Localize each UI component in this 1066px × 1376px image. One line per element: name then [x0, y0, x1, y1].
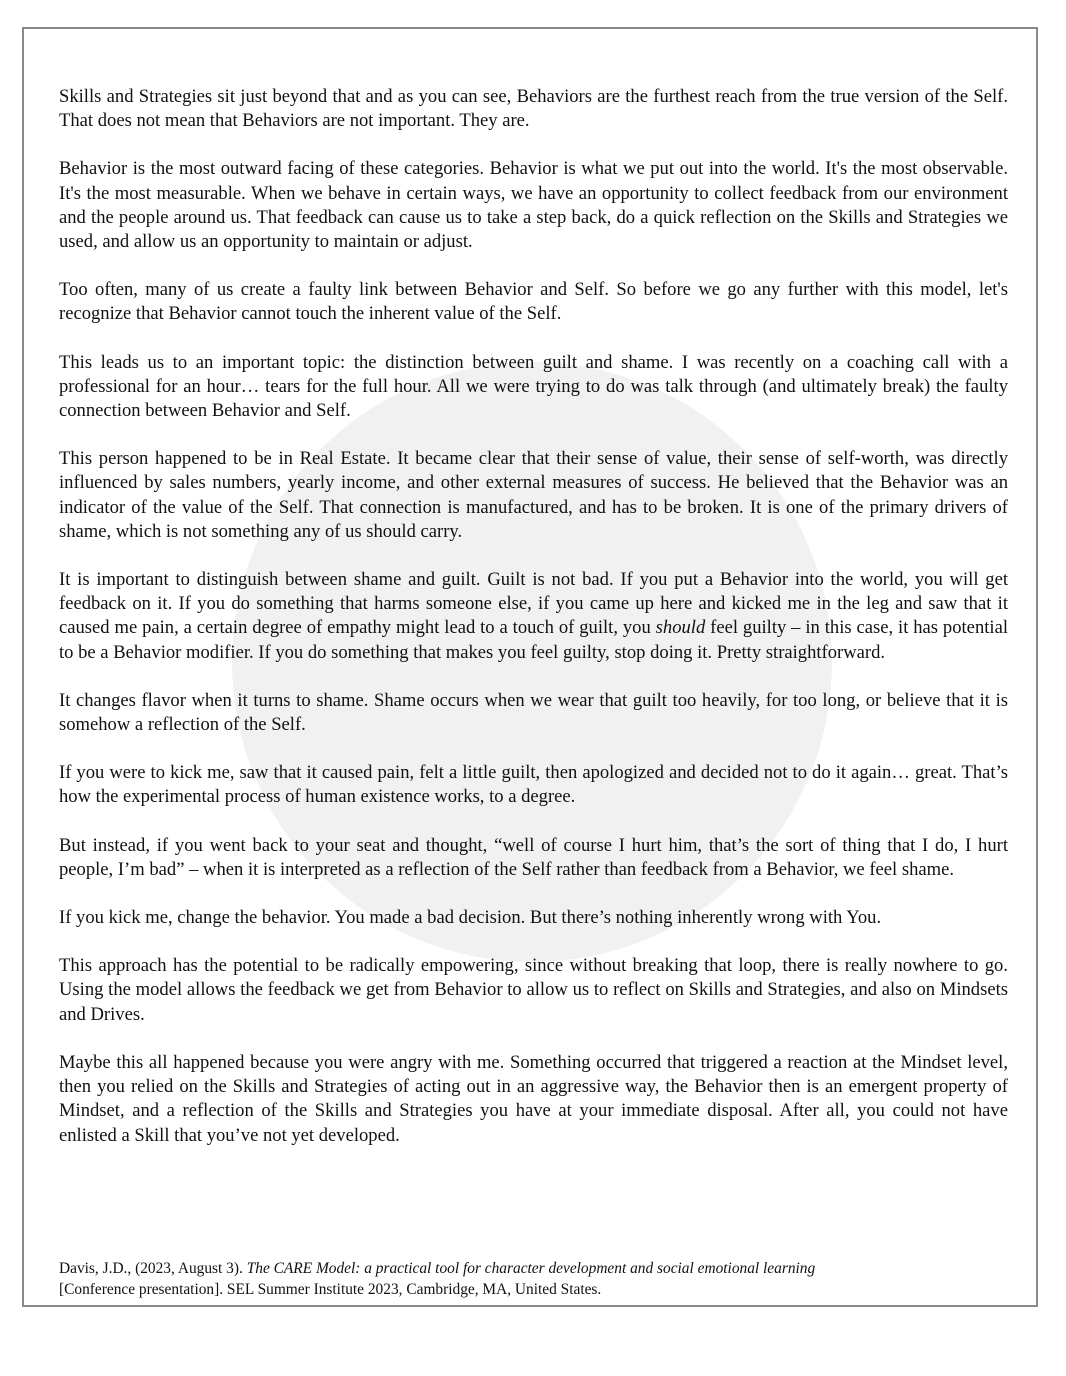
paragraph-10: If you kick me, change the behavior. You made a bad decision. But there’s nothing inherently wrong with You. [59, 907, 882, 929]
footnote-citation [59, 1258, 1008, 1300]
paragraph-5: This person happened to be in Real Estate. It became clear that their sense of value, their sense of self-worth, was directly influenced by sales numbers, yearly income, and other external measures of success. He believed that the Behavior was an indicator of the value of the Self. That connection is manufactured, and has to be broken. It is one of the primary drivers of shame, which is not something any of us should carry. [59, 448, 1008, 542]
paragraph-4: This leads us to an important topic: the distinction between guilt and shame. I was recently on a coaching call with a professional for an hour… tears for the full hour. All we were trying to do was talk through (and ultimately break) the faulty connection between Behavior and Self. [59, 351, 1008, 422]
paragraph-3: Too often, many of us create a faulty link between Behavior and Self. So before we go any further with this model, let's recognize that Behavior cannot touch the inherent value of the Self. [59, 279, 1008, 325]
paragraph-2: Behavior is the most outward facing of these categories. Behavior is what we put out into the world. It's the most observable. It's the most measurable. When we behave in certain ways, we have an opportunity to collect feedback from our environment and the people around us. That feedback can cause us to take a step back, do a quick reflection on the Skills and Strategies we used, and allow us an opportunity to maintain or adjust. [59, 158, 1008, 253]
paragraph-12: Maybe this all happened because you were angry with me. Something occurred that triggered a reaction at the Mindset level, then you relied on the Skills and Strategies of acting out in an aggressive way, the Behavior then is an emergent property of Mindset, and a reflection of the Skills and Strategies you have at your immediate disposal. After all, you could not have enlisted a Skill that you’ve not yet developed. [59, 1051, 1008, 1146]
body-text [59, 85, 1008, 1172]
paragraph-8: If you were to kick me, saw that it caused pain, felt a little guilt, then apologized and decided not to do it again… great. That’s how the experimental process of human existence works, to a degree. [59, 762, 1008, 808]
paragraph-6-text-after: feel guilty – in this case, it has potential to be a Behavior modifier. If you do something that makes you feel guilty, stop doing it. Pretty straightforward. [59, 617, 1008, 663]
paragraph-6-text-before: It is important to distinguish between shame and guilt. Guilt is not bad. If you put a Behavior into the world, you will get feedback on it. If you do something that harms someone else, if you came up here and kicked me in the leg and saw that it caused me pain, a certain degree of empathy might lead to a touch of guilt, you [59, 569, 1008, 639]
paragraph-6 [59, 568, 1008, 665]
footnote-details: [Conference presentation]. SEL Summer Institute 2023, Cambridge, MA, United States. [59, 1281, 602, 1298]
paragraph-11: This approach has the potential to be radically empowering, since without breaking that loop, there is really nowhere to go. Using the model allows the feedback we get from Behavior to allow us to reflect on Skills and Strategies, and also on Mindsets and Drives. [59, 955, 1008, 1025]
paragraph-1: Skills and Strategies sit just beyond that and as you can see, Behaviors are the furthest reach from the true version of the Self. That does not mean that Behaviors are not important. They are. [59, 86, 1008, 132]
paragraph-6-emphasis: should [655, 617, 706, 639]
paragraph-9: But instead, if you went back to your seat and thought, “well of course I hurt him, that’s the sort of thing that I do, I hurt people, I’m bad” – when it is interpreted as a reflection of the Self rather than feedback from a Behavior, we feel shame. [59, 834, 1008, 880]
footnote-author-date: Davis, J.D., (2023, August 3). [59, 1260, 247, 1277]
footnote-title: The CARE Model: a practical tool for character development and social emotional learning [246, 1260, 816, 1277]
paragraph-7: It changes flavor when it turns to shame. Shame occurs when we wear that guilt too heavily, for too long, or believe that it is somehow a reflection of the Self. [59, 689, 1008, 736]
page-frame [22, 27, 1038, 1307]
